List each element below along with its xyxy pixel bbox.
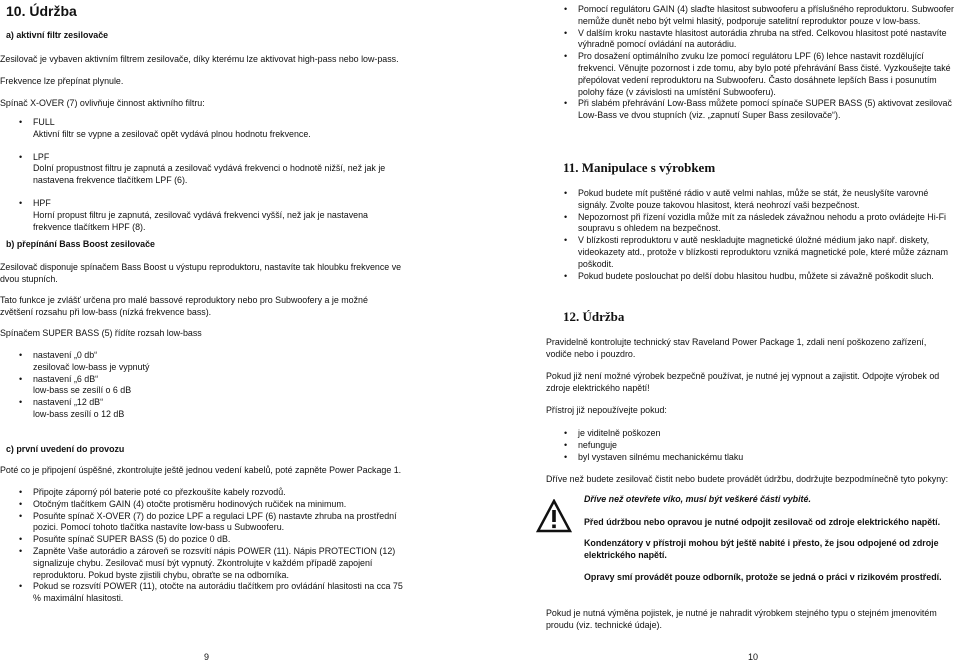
warning-text: Dříve než otevřete víko, musí být veškeré části vybité. bbox=[584, 494, 811, 504]
filter-list bbox=[19, 117, 399, 233]
warning-icon bbox=[536, 499, 572, 537]
list-item: • Připojte záporný pól baterie poté co přezkoušíte kabely rozvodů. bbox=[19, 487, 409, 499]
list-item bbox=[19, 198, 399, 233]
list-item: • Při slabém přehrávání Low-Bass můžete pomocí spínače SUPER BASS (5) aktivovat zesilovač Low-Bass ve dvou stupních (viz. „zapnutí Super Bass zesilovače“). bbox=[564, 98, 960, 122]
list-item: • V dalším kroku nastavte hlasitost autorádia zhruba na střed. Celkovou hlasitost poté nastavíte výhradně pomocí ovládání na autorádiu. bbox=[564, 28, 960, 52]
filter-name: • FULL bbox=[33, 117, 55, 127]
filter-desc: Aktivní filtr se vypne a zesilovač opět vydává plnou hodnotu frekvence. bbox=[33, 128, 311, 139]
list-item: • Pokud se rozsvítí POWER (11), otočte na autorádiu tlačítkem pro ovládání hlasitosti na cca 75 % maximální hlasitosti. bbox=[19, 581, 409, 605]
section-title-12: 12. Údržba bbox=[563, 309, 625, 324]
paragraph: Frekvence lze přepínat plynule. bbox=[0, 76, 124, 86]
handling-list bbox=[564, 188, 960, 282]
list-item bbox=[19, 374, 319, 398]
list-item bbox=[19, 350, 319, 374]
paragraph: Poté co je připojení úspěšné, zkontrolujte ještě jednou vedení kabelů, poté zapněte Power Package 1. bbox=[0, 465, 402, 475]
list-item: • Pokud budete poslouchat po delší dobu hlasitou hudbu, můžete si závažně poškodit sluch. bbox=[564, 271, 960, 283]
filter-name: • HPF bbox=[33, 197, 51, 208]
bass-label: • nastavení „0 db“ bbox=[33, 350, 98, 360]
bass-settings-list bbox=[19, 350, 319, 421]
filter-desc: Dolní propustnost filtru je zapnutá a zesilovač vydává frekvenci o hodnotě nižší, než jak je nastavena frekvence tlačítkem LPF (6). bbox=[33, 163, 386, 186]
list-item: • je viditelně poškozen bbox=[564, 428, 944, 440]
page-number: 9 bbox=[204, 652, 210, 662]
paragraph: Dříve než budete zesilovač čistit nebo budete provádět údržbu, dodržujte bezpodmínečně tyto pokyny: bbox=[546, 474, 949, 484]
paragraph: Spínač X-OVER (7) ovlivňuje činnost aktivního filtru: bbox=[0, 98, 205, 108]
paragraph: Přístroj již nepoužívejte pokud: bbox=[546, 405, 667, 415]
list-item: • byl vystaven silnému mechanickému tlaku bbox=[564, 452, 944, 464]
warning-text: Opravy smí provádět pouze odborník, protože se jedná o práci v rizikovém prostředí. bbox=[584, 572, 942, 582]
section-title-10: 10. Údržba bbox=[6, 3, 77, 19]
list-item: • Pomocí regulátoru GAIN (4) slaďte hlasitost subwooferu a příslušného reproduktoru. Subwoofer nemůže dunět nebo být velmi hlasitý, podporuje satelitní reproduktor pouze v low-bass. bbox=[564, 4, 960, 28]
list-item bbox=[19, 152, 399, 187]
paragraph: Zesilovač disponuje spínačem Bass Boost u výstupu reproduktoru, nastavíte tak hloubku frekvence ve dvou stupních. bbox=[0, 262, 402, 284]
paragraph: Spínačem SUPER BASS (5) řídíte rozsah low-bass bbox=[0, 328, 202, 338]
paragraph: Pravidelně kontrolujte technický stav Raveland Power Package 1, zdali není poškozeno zařízení, vodiče nebo i pouzdro. bbox=[546, 337, 927, 359]
list-item: • Nepozornost při řízení vozidla může mít za následek závažnou nehodu a proto ovládejte Hi-Fi soupravu s ohledem na bezpečnost. bbox=[564, 212, 960, 236]
filter-desc: Horní propust filtru je zapnutá, zesilovač vydává frekvenci vyšší, než jak je nastavena frekvence tlačítkem HPF (8). bbox=[33, 209, 368, 232]
list-item: • Otočným tlačítkem GAIN (4) otočte protisměru hodinových ručiček na minimum. bbox=[19, 499, 409, 511]
list-item: • Pokud budete mít puštěné rádio v autě velmi nahlas, může se stát, že neuslyšíte varovné signály. Zvolte pouze takovou hlasitost, která neohrozí vaši bezpečnost. bbox=[564, 188, 960, 212]
paragraph: Pokud je nutná výměna pojistek, je nutné je nahradit výrobkem stejného typu o stejném jmenovitém proudu (viz. technické údaje). bbox=[546, 608, 937, 630]
list-item bbox=[19, 397, 319, 421]
condition-list bbox=[564, 428, 944, 463]
section-title-11: 11. Manipulace s výrobkem bbox=[563, 160, 716, 175]
warning-text: Kondenzátory v přístroji mohou být ještě nabité i přesto, že jsou odpojené od zdroje elektrického napětí. bbox=[584, 538, 939, 560]
bass-desc: low-bass zesílí o 12 dB bbox=[33, 408, 125, 419]
bass-desc: low-bass se zesílí o 6 dB bbox=[33, 385, 132, 396]
list-item: • Zapněte Vaše autorádio a zároveň se rozsvítí nápis POWER (11). Nápis PROTECTION (12) signalizuje chybu. Zesilovač musí být vypnutý. Zkontrolujte v každém případě zapojení reproduktoru. Pokud byste zjistili chybu, obraťte se na odborníka. bbox=[19, 546, 409, 581]
subsection-b-title: b) přepínání Bass Boost zesilovače bbox=[6, 239, 155, 249]
list-item: • Posuňte spínač SUPER BASS (5) do pozice 0 dB. bbox=[19, 534, 409, 546]
page-number: 10 bbox=[748, 652, 759, 662]
bass-label: • nastavení „12 dB“ bbox=[33, 397, 104, 408]
bass-label: • nastavení „6 dB“ bbox=[33, 373, 99, 384]
list-item: • nefunguje bbox=[564, 440, 944, 452]
warning-text: Před údržbou nebo opravou je nutné odpojit zesilovač od zdroje elektrického napětí. bbox=[584, 517, 941, 527]
adjustment-list bbox=[564, 4, 960, 122]
paragraph: Pokud již není možné výrobek bezpečně používat, je nutné jej vypnout a zajistit. Odpojte výrobek od zdroje elektrického napětí! bbox=[546, 371, 940, 393]
paragraph: Tato funkce je zvlášť určena pro malé bassové reproduktory nebo pro Subwoofery a je možné zvětšení rozsahu při low-bass (nízká frekvence bass). bbox=[0, 295, 368, 317]
list-item: • Pro dosažení optimálního zvuku lze pomocí regulátoru LPF (6) lehce nastavit rozdělující frekvenci. Věnujte pozornost i zde tomu, aby bylo poté přehrávání Bass čisté. Vyzkoušejte také přepólovat vedení reproduktoru na Subwooferu. Často dosáhnete lepších Bass i posunutím polohy fáze (v závislosti na umístění Subwooferu). bbox=[564, 51, 960, 98]
subsection-c-title: c) první uvedení do provozu bbox=[6, 444, 125, 454]
list-item bbox=[19, 117, 399, 141]
bass-desc: zesilovač low-bass je vypnutý bbox=[33, 361, 150, 372]
startup-steps-list bbox=[19, 487, 409, 605]
list-item: • Posuňte spínač X-OVER (7) do pozice LPF a regulaci LPF (6) nastavte zhruba na prostřední pozici. Pomocí tohoto tlačítka nastavíte low-bass u Subwooferu. bbox=[19, 511, 409, 535]
list-item: • V blízkosti reproduktoru v autě neskladujte magnetické úložné médium jako např. diskety, videokazety atd., protože v blízkosti reproduktoru vzniká magnetické pole, které může záznam poškodit. bbox=[564, 235, 960, 270]
paragraph: Zesilovač je vybaven aktivním filtrem zesilovače, díky kterému lze aktivovat high-pass nebo low-pass. bbox=[0, 54, 399, 64]
filter-name: • LPF bbox=[33, 151, 50, 162]
subsection-a-title: a) aktivní filtr zesilovače bbox=[6, 30, 109, 40]
